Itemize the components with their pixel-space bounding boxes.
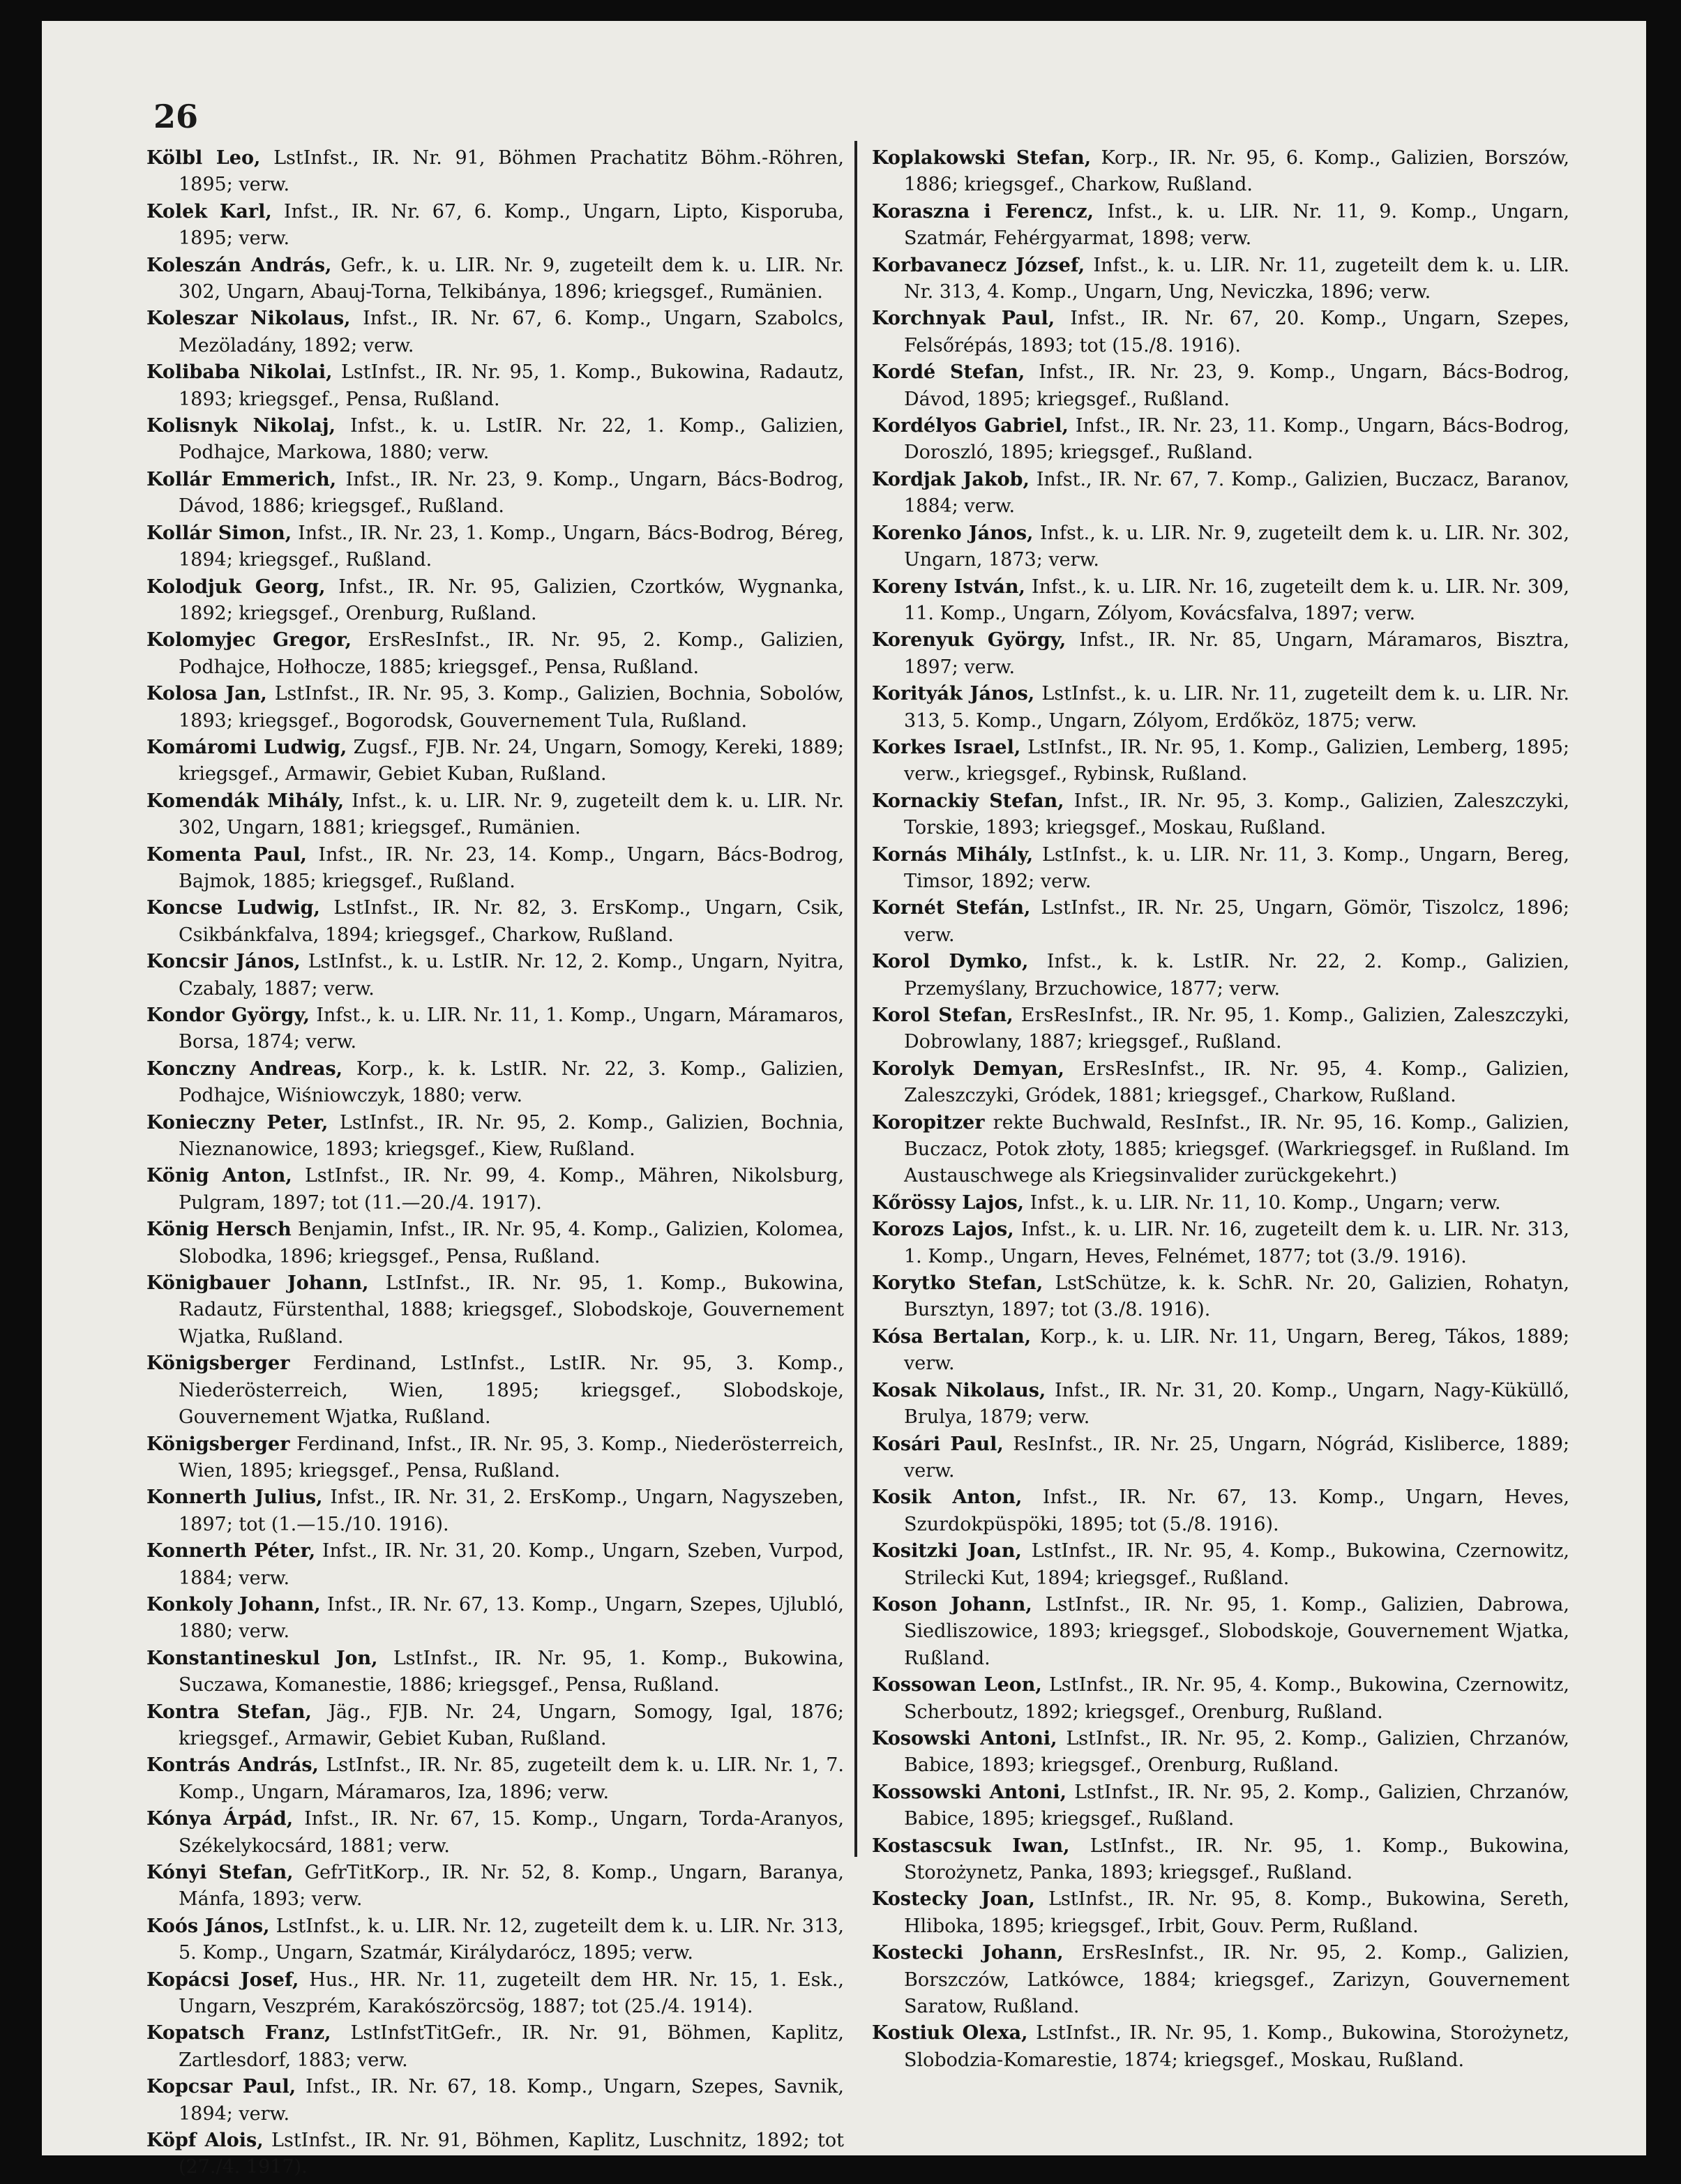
list-item [146, 1002, 844, 1056]
entry-name: Kolek Karl, [146, 200, 272, 223]
entry-name: Kositzki Joan, [872, 1540, 1022, 1562]
entry-name: Königsberger [146, 1353, 290, 1375]
entry-name: Koson Johann, [872, 1593, 1032, 1616]
entry-details: GefrTitKorp., IR. Nr. 52, 8. Komp., Ungarn, Baranya, Mánfa, 1893; verw. [179, 1862, 844, 1911]
list-item [146, 1592, 844, 1645]
entry-name: Kornét Stefán, [872, 897, 1031, 919]
entry-name: Kosik Anton, [872, 1486, 1023, 1509]
entry-name: Koós János, [146, 1915, 270, 1937]
entry-name: Koleszán András, [146, 254, 332, 276]
entry-name: Kollár Simon, [146, 522, 292, 544]
entry-name: Kőrössy Lajos, [872, 1191, 1025, 1214]
entry-details: LstInfst., k. u. LIR. Nr. 11, zugeteilt dem k. u. LIR. Nr. 313, 5. Komp., Ungarn, Zólyom, Erdőköz, 1875; verw. [904, 683, 1569, 732]
entry-name: Kolomyjec Gregor, [146, 629, 352, 652]
list-item [872, 1886, 1569, 1940]
entry-name: Kornackiy Stefan, [872, 790, 1064, 812]
entry-details: Infst., k. u. LIR. Nr. 11, 10. Komp., Ungarn; verw. [1030, 1191, 1501, 1214]
entry-details: ErsResInfst., IR. Nr. 95, 1. Komp., Galizien, Zaleszczyki, Dobrowlany, 1887; kriegsgef., Rußland. [904, 1004, 1569, 1053]
entry-details: Gefr., k. u. LIR. Nr. 9, zugeteilt dem k. u. LIR. Nr. 302, Ungarn, Abauj-Torna, Telkibánya, 1896; kriegsgef., Rumänien. [179, 254, 844, 303]
list-item [872, 1270, 1569, 1324]
entry-name: Kordjak Jakob, [872, 468, 1030, 490]
entry-name: Königsberger [146, 1433, 290, 1455]
list-item [872, 1056, 1569, 1110]
list-item [872, 1484, 1569, 1538]
list-item [872, 574, 1569, 628]
entry-details: LstInfst., IR. Nr. 95, 2. Komp., Galizien, Chrzanów, Babice, 1895; kriegsgef., Rußland. [904, 1781, 1570, 1830]
entry-details: Korp., k. k. LstIR. Nr. 22, 3. Komp., Galizien, Podhajce, Wiśniowczyk, 1880; verw. [179, 1057, 844, 1107]
entry-details: Infst., IR. Nr. 31, 2. ErsKomp., Ungarn, Nagyszeben, 1897; tot (1.—15./10. 1916). [179, 1486, 844, 1535]
entry-name: Kosowski Antoni, [872, 1727, 1057, 1749]
entry-name: Korozs Lajos, [872, 1219, 1014, 1241]
entry-details: LstInfst., IR. Nr. 82, 3. ErsKomp., Ungarn, Csik, Csikbánkfalva, 1894; kriegsgef., Charkow, Rußland. [179, 897, 844, 946]
entry-details: LstInfst., IR. Nr. 95, 1. Komp., Bukowina, Suczawa, Komanestie, 1886; kriegsgef., Pensa, Rußland. [179, 1647, 845, 1696]
entry-details: LstInfst., IR. Nr. 95, 1. Komp., Bukowina, Radautz, 1893; kriegsgef., Pensa, Rußland. [179, 361, 844, 410]
entry-details: LstInfst., IR. Nr. 95, 1. Komp., Galizien, Lemberg, 1895; verw., kriegsgef., Rybinsk, Rußland. [904, 736, 1569, 785]
entry-details: LstInfst., IR. Nr. 25, Ungarn, Gömör, Tiszolcz, 1896; verw. [904, 897, 1570, 946]
list-item [146, 1699, 844, 1753]
list-item [146, 520, 844, 574]
list-item [146, 1860, 844, 1913]
list-item [146, 1270, 844, 1350]
list-item [146, 842, 844, 896]
entry-details: Ferdinand, LstInfst., LstIR. Nr. 95, 3. Komp., Niederösterreich, Wien, 1895; kriegsgef., Slobodskoje, Gouvernement Wjatka, Rußland. [179, 1353, 844, 1429]
entry-details: Infst., IR. Nr. 23, 1. Komp., Ungarn, Bács-Bodrog, Béreg, 1894; kriegsgef., Rußland. [179, 522, 844, 571]
list-item [146, 413, 844, 467]
entry-name: Kónya Árpád, [146, 1808, 294, 1830]
entry-details: Infst., k. u. LIR. Nr. 11, 1. Komp., Ungarn, Máramaros, Borsa, 1874; verw. [179, 1004, 844, 1053]
entry-details: LstInfst., IR. Nr. 95, 2. Komp., Galizien, Chrzanów, Babice, 1893; kriegsgef., Orenburg, Rußland. [904, 1727, 1569, 1777]
entry-name: Korchnyak Paul, [872, 308, 1055, 330]
list-item [146, 1217, 844, 1270]
entry-details: Infst., IR. Nr. 67, 7. Komp., Galizien, Buczacz, Baranov, 1884; verw. [904, 468, 1569, 518]
list-item [872, 1324, 1569, 1378]
list-item [872, 1940, 1569, 2020]
list-item [872, 1217, 1569, 1270]
entry-name: Konczny Andreas, [146, 1057, 343, 1080]
entry-details: ErsResInfst., IR. Nr. 95, 2. Komp., Galizien, Borszczów, Latkówce, 1884; kriegsgef., Zarizyn, Gouvernement Saratow, Rußland. [904, 1942, 1569, 2018]
entry-name: Koncsir János, [146, 951, 301, 973]
list-item [146, 1056, 844, 1110]
entry-name: Kostascsuk Iwan, [872, 1835, 1070, 1857]
entry-name: Korol Dymko, [872, 951, 1029, 973]
entry-name: Korkes Israel, [872, 736, 1021, 758]
list-item [146, 199, 844, 253]
list-item [872, 949, 1569, 1002]
entry-details: ErsResInfst., IR. Nr. 95, 4. Komp., Galizien, Zaleszczyki, Gródek, 1881; kriegsgef., Charkow, Rußland. [904, 1057, 1569, 1107]
entry-name: Koncse Ludwig, [146, 897, 320, 919]
entry-name: Kossowski Antoni, [872, 1781, 1067, 1803]
entry-details: ErsResInfst., IR. Nr. 95, 2. Komp., Galizien, Podhajce, Hołhocze, 1885; kriegsgef., Pensa, Rußland. [179, 629, 844, 678]
entry-details: Infst., k. u. LstIR. Nr. 22, 1. Komp., Galizien, Podhajce, Markowa, 1880; verw. [179, 415, 844, 464]
entry-name: Kopácsi Josef, [146, 1968, 299, 1991]
entry-name: Koplakowski Stefan, [872, 147, 1092, 169]
entry-name: Kondor György, [146, 1004, 310, 1026]
list-item [146, 2127, 844, 2181]
list-item [872, 520, 1569, 574]
entry-details: Infst., IR. Nr. 67, 13. Komp., Ungarn, Szepes, Ujlubló, 1880; verw. [179, 1593, 844, 1643]
right-column [872, 145, 1569, 2074]
list-item [872, 895, 1569, 949]
entry-details: Infst., k. u. LIR. Nr. 16, zugeteilt dem k. u. LIR. Nr. 309, 11. Komp., Ungarn, Zólyom, Kovácsfalva, 1897; verw. [904, 575, 1570, 624]
list-item [146, 895, 844, 949]
entry-details: LstInfst., IR. Nr. 95, 3. Komp., Galizien, Bochnia, Sobolów, 1893; kriegsgef., Bogorodsk, Gouvernement Tula, Rußland. [179, 683, 844, 732]
entry-details: LstInfst., IR. Nr. 91, Böhmen Prachatitz Böhm.-Röhren, 1895; verw. [179, 147, 844, 196]
entry-name: Kordé Stefan, [872, 361, 1025, 384]
entry-name: Kontrás András, [146, 1754, 319, 1777]
entry-details: rekte Buchwald, ResInfst., IR. Nr. 95, 16. Komp., Galizien, Buczacz, Potok złoty, 1885; kriegsgef. (Warkriegsgef. in Rußland. Im Austauschwege als Kriegsinvalider zurückgekehrt.) [904, 1111, 1569, 1187]
list-item [146, 1431, 844, 1485]
entry-name: Kosári Paul, [872, 1433, 1004, 1455]
list-item [146, 253, 844, 306]
list-item [872, 735, 1569, 788]
column-divider [854, 141, 857, 1857]
entry-details: Benjamin, Infst., IR. Nr. 95, 4. Komp., Galizien, Kolomea, Slobodka, 1896; kriegsgef., Pensa, Rußland. [179, 1219, 844, 1267]
entry-details: LstInfst., IR. Nr. 95, 1. Komp., Galizien, Dabrowa, Siedliszowice, 1893; kriegsgef., Slobodskoje, Gouvernement Wjatka, Rußland. [904, 1593, 1569, 1669]
list-item [872, 1592, 1569, 1672]
entry-name: Komendák Mihály, [146, 790, 345, 812]
list-item [146, 1350, 844, 1431]
list-item [146, 306, 844, 359]
entry-name: Koraszna i Ferencz, [872, 200, 1094, 223]
entry-name: Kónyi Stefan, [146, 1862, 294, 1883]
list-item [146, 1913, 844, 1967]
entry-name: Korbavanecz József, [872, 254, 1085, 276]
entry-details: LstInfst., IR. Nr. 95, 8. Komp., Bukowina, Sereth, Hliboka, 1895; kriegsgef., Irbit, Gouv. Perm, Rußland. [904, 1888, 1570, 1937]
entry-name: Königbauer Johann, [146, 1272, 369, 1295]
entry-details: Korp., k. u. LIR. Nr. 11, Ungarn, Bereg, Tákos, 1889; verw. [904, 1325, 1569, 1375]
list-item [872, 1833, 1569, 1887]
list-item [872, 145, 1569, 199]
entry-details: LstSchütze, k. k. SchR. Nr. 20, Galizien, Rohatyn, Bursztyn, 1897; tot (3./8. 1916). [904, 1272, 1569, 1321]
list-item [872, 1538, 1569, 1592]
entry-name: Kopatsch Franz, [146, 2022, 331, 2044]
list-item [872, 1378, 1569, 1431]
entry-name: Kolosa Jan, [146, 683, 267, 705]
entry-name: Konnerth Péter, [146, 1540, 316, 1562]
entry-details: Infst., IR. Nr. 67, 15. Komp., Ungarn, Torda-Aranyos, Székelykocsárd, 1881; verw. [179, 1808, 844, 1857]
list-item [146, 1163, 844, 1217]
entry-details: Infst., IR. Nr. 23, 14. Komp., Ungarn, Bács-Bodrog, Bajmok, 1885; kriegsgef., Rußland. [179, 843, 844, 892]
entry-name: Konnerth Julius, [146, 1486, 323, 1509]
entry-details: LstInfst., IR. Nr. 95, 1. Komp., Bukowina, Storożynetz, Slobodzia-Komarestie, 1874; kriegsgef., Moskau, Rußland. [904, 2022, 1569, 2071]
entry-details: Infst., IR. Nr. 67, 6. Komp., Ungarn, Szabolcs, Mezöladány, 1892; verw. [179, 308, 844, 356]
entry-details: Infst., k. u. LIR. Nr. 9, zugeteilt dem k. u. LIR. Nr. 302, Ungarn, 1881; kriegsgef., Rumänien. [179, 790, 844, 839]
entry-details: Infst., k. u. LIR. Nr. 16, zugeteilt dem k. u. LIR. Nr. 313, 1. Komp., Ungarn, Heves, Felnémet, 1877; tot (3./9. 1916). [904, 1219, 1569, 1267]
entry-name: König Hersch [146, 1219, 292, 1241]
entry-name: Korol Stefan, [872, 1004, 1013, 1026]
entry-details: Infst., k. u. LIR. Nr. 11, zugeteilt dem k. u. LIR. Nr. 313, 4. Komp., Ungarn, Ung, Neviczka, 1896; verw. [904, 254, 1569, 303]
entry-details: LstInfst., IR. Nr. 95, 1. Komp., Bukowina, Radautz, Fürstenthal, 1888; kriegsgef., Slobodskoje, Gouvernement Wjatka, Rußland. [179, 1272, 845, 1348]
entry-details: Infst., k. k. LstIR. Nr. 22, 2. Komp., Galizien, Przemyślany, Brzuchowice, 1877; verw. [904, 951, 1569, 1000]
entry-details: LstInfst., IR. Nr. 95, 2. Komp., Galizien, Bochnia, Nieznanowice, 1893; kriegsgef., Kiew, Rußland. [179, 1111, 844, 1161]
page-number: 26 [153, 98, 199, 135]
entry-name: Kostecki Johann, [872, 1942, 1064, 1964]
list-item [146, 949, 844, 1002]
list-item [146, 1538, 844, 1592]
entry-name: Korenko János, [872, 522, 1034, 544]
entry-details: LstInfst., k. u. LIR. Nr. 11, 3. Komp., Ungarn, Bereg, Timsor, 1892; verw. [904, 843, 1569, 892]
entry-details: Infst., IR. Nr. 23, 11. Komp., Ungarn, Bács-Bodrog, Doroszló, 1895; kriegsgef., Rußland. [904, 415, 1569, 464]
list-item [146, 574, 844, 628]
entry-details: Infst., IR. Nr. 23, 9. Komp., Ungarn, Bács-Bodrog, Dávod, 1895; kriegsgef., Rußland. [904, 361, 1569, 410]
entry-name: Komenta Paul, [146, 843, 307, 866]
entry-details: Infst., IR. Nr. 95, Galizien, Czortków, Wygnanka, 1892; kriegsgef., Orenburg, Rußland. [179, 575, 844, 624]
entry-name: Konieczny Peter, [146, 1111, 329, 1134]
list-item [872, 788, 1569, 842]
entry-details: LstInfst., k. u. LstIR. Nr. 12, 2. Komp., Ungarn, Nyitra, Czabaly, 1887; verw. [179, 951, 844, 1000]
entry-details: Infst., IR. Nr. 31, 20. Komp., Ungarn, Nagy-Küküllő, Brulya, 1879; verw. [904, 1379, 1570, 1429]
entry-name: Konstantineskul Jon, [146, 1647, 378, 1669]
list-item [146, 1645, 844, 1699]
list-item [872, 1431, 1569, 1485]
list-item [146, 145, 844, 199]
entry-name: Koreny István, [872, 575, 1025, 598]
entry-details: Infst., IR. Nr. 95, 3. Komp., Galizien, Zaleszczyki, Torskie, 1893; kriegsgef., Moskau, Rußland. [904, 790, 1569, 839]
list-item [146, 681, 844, 735]
entry-name: Korytko Stefan, [872, 1272, 1043, 1295]
entry-details: LstInfstTitGefr., IR. Nr. 91, Böhmen, Kaplitz, Zartlesdorf, 1883; verw. [179, 2022, 844, 2071]
list-item [146, 1967, 844, 2021]
list-item [146, 788, 844, 842]
list-item [872, 413, 1569, 467]
entry-details: Jäg., FJB. Nr. 24, Ungarn, Somogy, Igal, 1876; kriegsgef., Armawir, Gebiet Kuban, Rußland. [179, 1701, 844, 1749]
entry-name: Kósa Bertalan, [872, 1325, 1032, 1348]
entry-details: Infst., k. u. LIR. Nr. 9, zugeteilt dem k. u. LIR. Nr. 302, Ungarn, 1873; verw. [904, 522, 1569, 571]
document-page [42, 21, 1646, 2178]
entry-details: ResInfst., IR. Nr. 25, Ungarn, Nógrád, Kisliberce, 1889; verw. [904, 1433, 1569, 1482]
list-item [872, 627, 1569, 681]
entry-name: Korityák János, [872, 683, 1035, 705]
list-item [146, 1806, 844, 1860]
list-item [872, 253, 1569, 306]
list-item [872, 199, 1569, 253]
entry-details: Ferdinand, Infst., IR. Nr. 95, 3. Komp., Niederösterreich, Wien, 1895; kriegsgef., Pensa, Rußland. [179, 1433, 844, 1482]
entry-details: Infst., IR. Nr. 23, 9. Komp., Ungarn, Bács-Bodrog, Dávod, 1886; kriegsgef., Rußland. [179, 468, 845, 518]
entry-details: Infst., IR. Nr. 67, 18. Komp., Ungarn, Szepes, Savnik, 1894; verw. [179, 2076, 844, 2125]
list-item [872, 842, 1569, 896]
entry-details: LstInfst., IR. Nr. 95, 4. Komp., Bukowina, Czernowitz, Scherboutz, 1892; kriegsgef., Orenburg, Rußland. [904, 1674, 1569, 1723]
entry-details: LstInfst., IR. Nr. 91, Böhmen, Kaplitz, Luschnitz, 1892; tot (27./4. 1917). [179, 2130, 844, 2178]
entry-details: Infst., IR. Nr. 67, 20. Komp., Ungarn, Szepes, Felsőrépás, 1893; tot (15./8. 1916). [904, 308, 1569, 356]
list-item [872, 1002, 1569, 1056]
entry-name: Kolisnyk Nikolaj, [146, 415, 336, 437]
entry-details: LstInfst., IR. Nr. 99, 4. Komp., Mähren, Nikolsburg, Pulgram, 1897; tot (11.—20./4. 1917). [179, 1165, 844, 1214]
entry-details: LstInfst., IR. Nr. 95, 4. Komp., Bukowina, Czernowitz, Strilecki Kut, 1894; kriegsgef., Rußland. [904, 1540, 1569, 1589]
entry-name: Kostecky Joan, [872, 1888, 1035, 1911]
entry-details: Hus., HR. Nr. 11, zugeteilt dem HR. Nr. 15, 1. Esk., Ungarn, Veszprém, Karakószörcsög, 1887; tot (25./4. 1914). [179, 1968, 844, 2018]
entry-name: Köpf Alois, [146, 2130, 264, 2152]
list-item [146, 359, 844, 413]
entry-name: Korolyk Demyan, [872, 1057, 1064, 1080]
entry-name: Kordélyos Gabriel, [872, 415, 1069, 437]
entry-name: Koleszar Nikolaus, [146, 308, 351, 330]
entry-details: Korp., IR. Nr. 95, 6. Komp., Galizien, Borszów, 1886; kriegsgef., Charkow, Rußland. [904, 147, 1569, 196]
entry-name: Kolibaba Nikolai, [146, 361, 333, 384]
entry-details: LstInfst., IR. Nr. 95, 1. Komp., Bukowina, Storożynetz, Panka, 1893; kriegsgef., Rußland. [904, 1835, 1570, 1883]
list-item [872, 681, 1569, 735]
entry-name: Koropitzer [872, 1111, 985, 1134]
entry-name: Korenyuk György, [872, 629, 1066, 652]
list-item [872, 1110, 1569, 1190]
list-item [146, 1110, 844, 1163]
entry-details: LstInfst., k. u. LIR. Nr. 12, zugeteilt dem k. u. LIR. Nr. 313, 5. Komp., Ungarn, Szatmár, Királydarócz, 1895; verw. [179, 1915, 844, 1964]
left-column [146, 145, 844, 2181]
list-item [872, 1190, 1569, 1217]
list-item [872, 306, 1569, 359]
entry-details: Infst., IR. Nr. 85, Ungarn, Máramaros, Bisztra, 1897; verw. [904, 629, 1569, 678]
entry-name: Kolodjuk Georg, [146, 575, 326, 598]
entry-name: Konkoly Johann, [146, 1593, 321, 1616]
list-item [146, 2074, 844, 2127]
list-item [146, 1752, 844, 1806]
list-item [146, 627, 844, 681]
entry-details: LstInfst., IR. Nr. 85, zugeteilt dem k. u. LIR. Nr. 1, 7. Komp., Ungarn, Máramaros, Iza, 1896; verw. [179, 1754, 844, 1803]
entry-name: Kosak Nikolaus, [872, 1379, 1046, 1401]
entry-name: Komáromi Ludwig, [146, 736, 347, 758]
list-item [872, 467, 1569, 520]
list-item [146, 467, 844, 520]
entry-details: Infst., IR. Nr. 67, 6. Komp., Ungarn, Lipto, Kisporuba, 1895; verw. [179, 200, 844, 250]
list-item [146, 735, 844, 788]
list-item [872, 1672, 1569, 1726]
entry-name: König Anton, [146, 1165, 292, 1187]
entry-details: Infst., IR. Nr. 31, 20. Komp., Ungarn, Szeben, Vurpod, 1884; verw. [179, 1540, 844, 1589]
list-item [146, 2020, 844, 2074]
entry-name: Kornás Mihály, [872, 843, 1034, 866]
entry-name: Kölbl Leo, [146, 147, 261, 169]
list-item [872, 359, 1569, 413]
list-item [872, 2020, 1569, 2074]
entry-name: Kollár Emmerich, [146, 468, 337, 490]
entry-name: Kopcsar Paul, [146, 2076, 296, 2098]
entry-details: Infst., IR. Nr. 67, 13. Komp., Ungarn, Heves, Szurdokpüspöki, 1895; tot (5./8. 1916). [904, 1486, 1569, 1535]
list-item [872, 1726, 1569, 1779]
entry-name: Kossowan Leon, [872, 1674, 1042, 1696]
entry-details: Zugsf., FJB. Nr. 24, Ungarn, Somogy, Kereki, 1889; kriegsgef., Armawir, Gebiet Kuban, Rußland. [179, 736, 844, 785]
list-item [872, 1779, 1569, 1833]
entry-name: Kontra Stefan, [146, 1701, 312, 1723]
entry-details: Infst., k. u. LIR. Nr. 11, 9. Komp., Ungarn, Szatmár, Fehérgyarmat, 1898; verw. [904, 200, 1569, 250]
list-item [146, 1484, 844, 1538]
entry-name: Kostiuk Olexa, [872, 2022, 1028, 2044]
